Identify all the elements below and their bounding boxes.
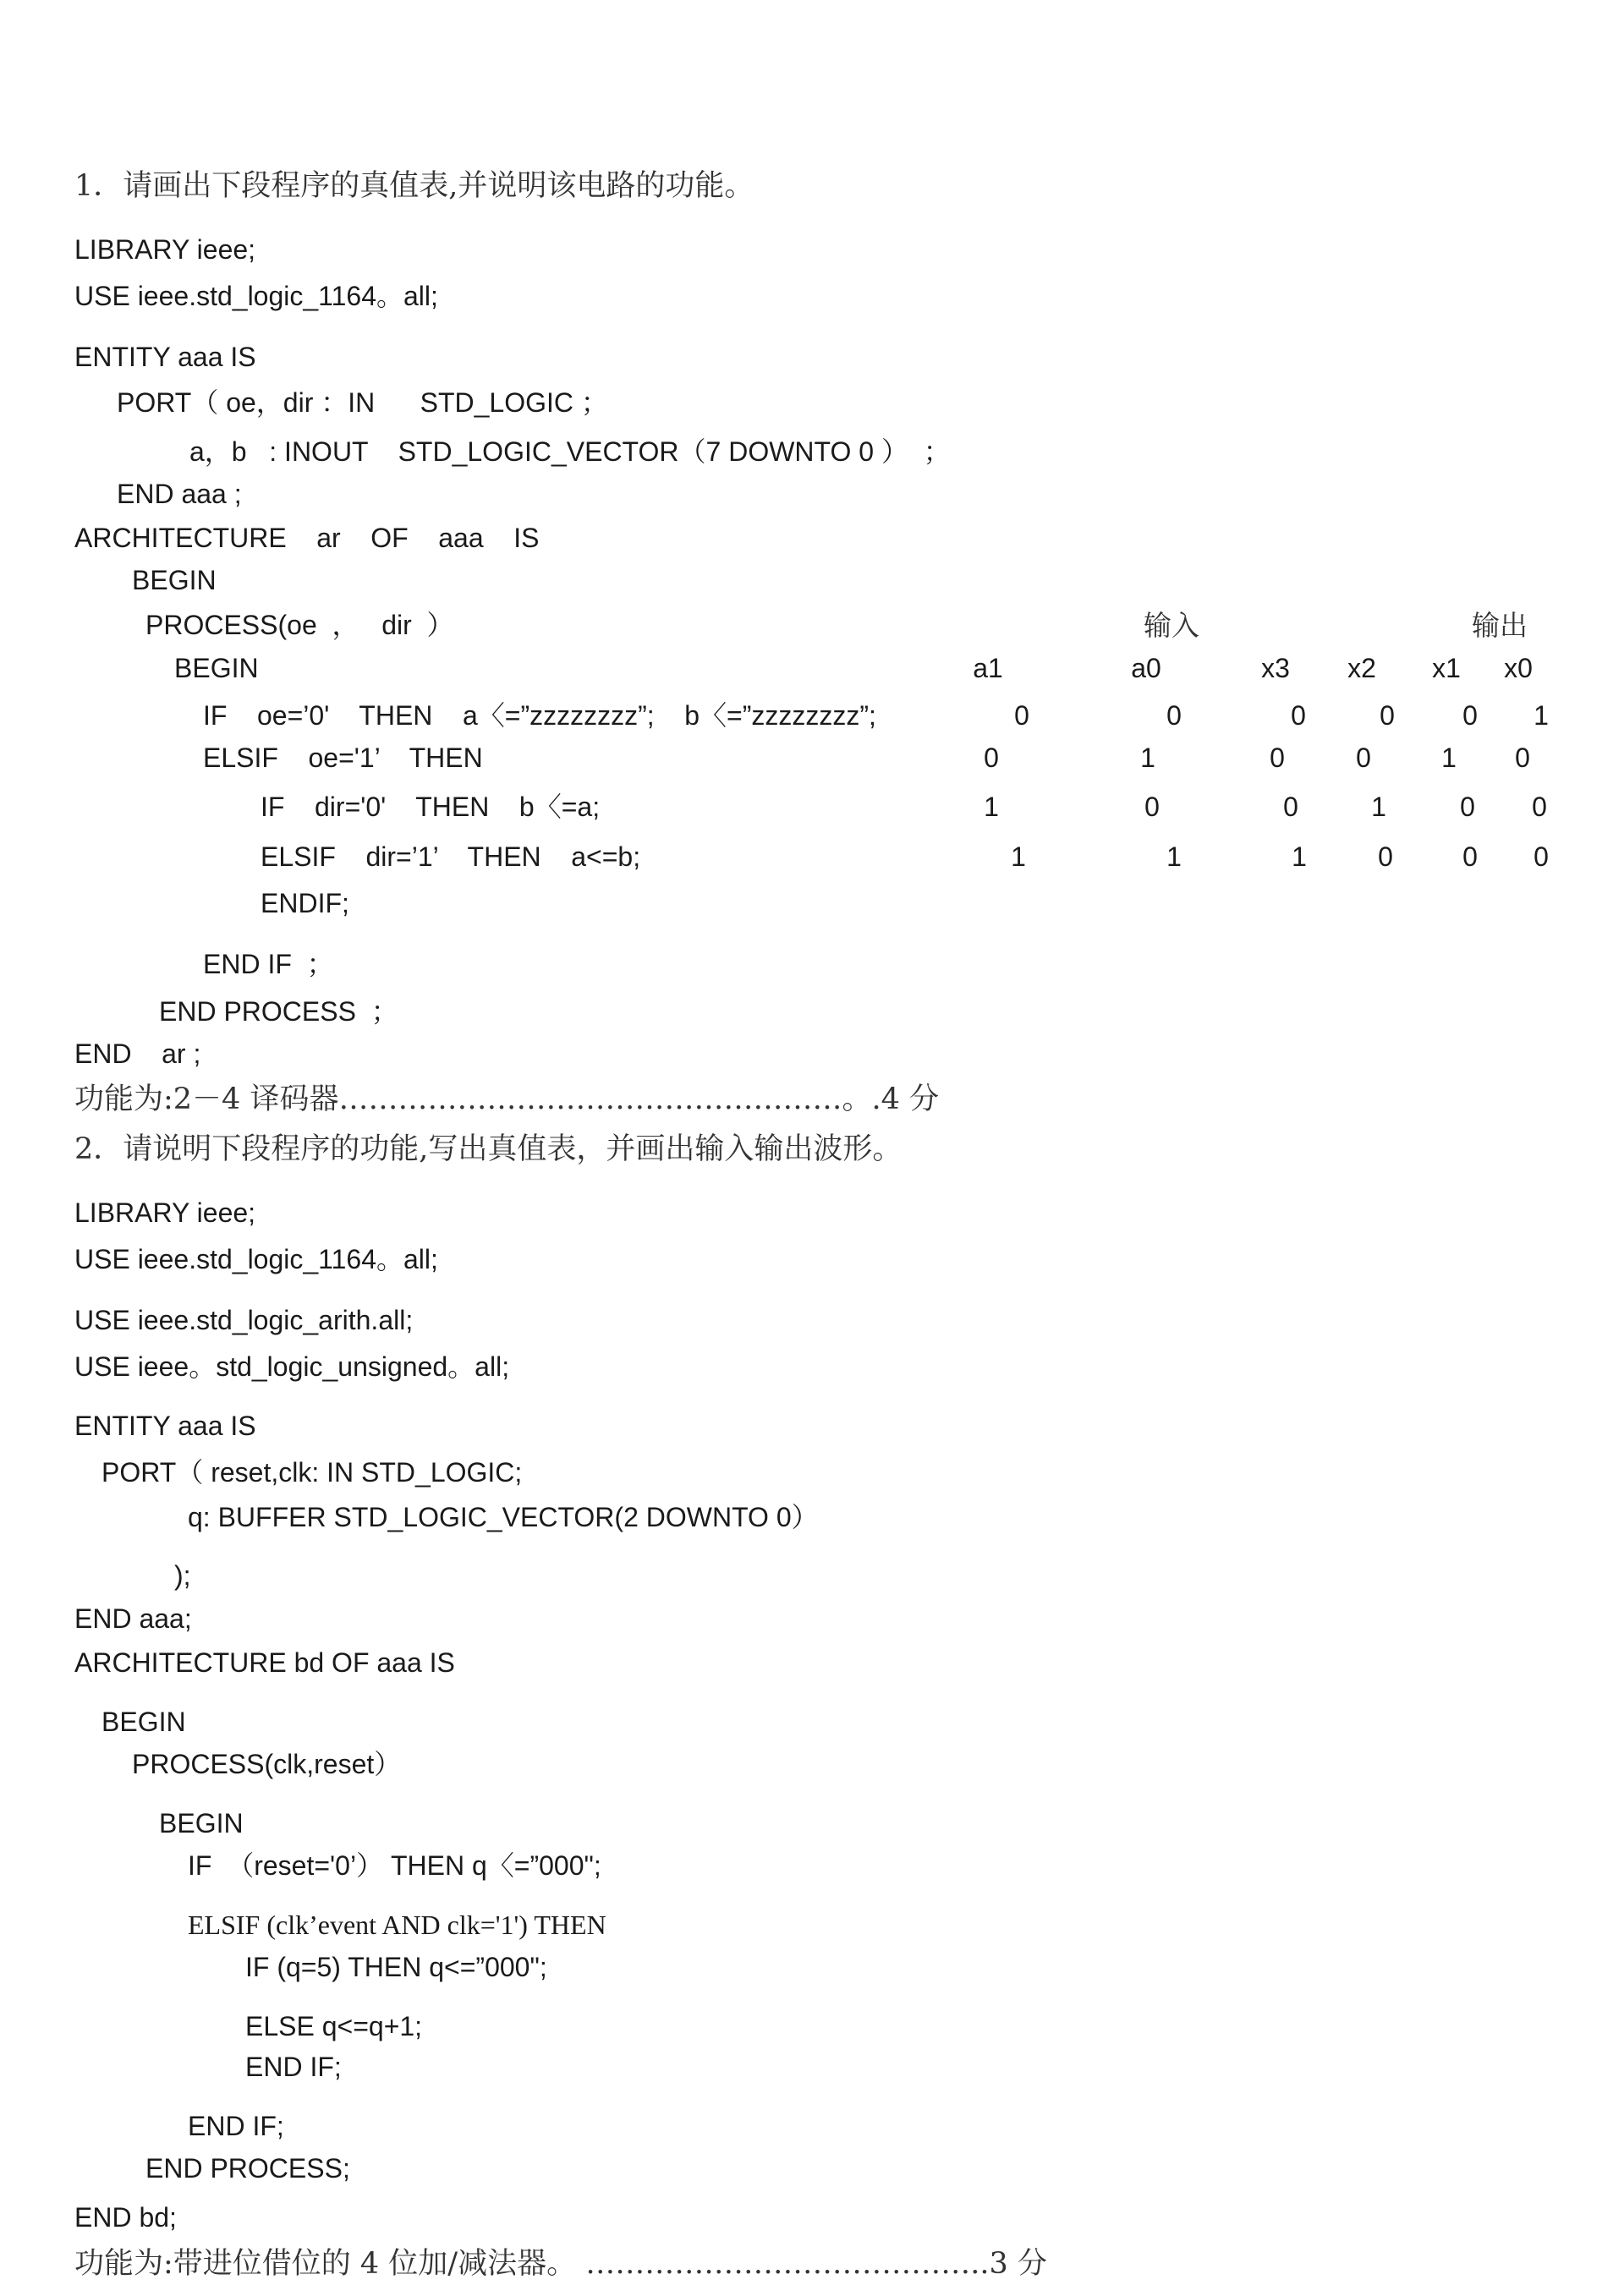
question-1-answer: 功能为:2－4 译码器……………………………………………。.4 分: [74, 1082, 939, 1116]
table-cell: 1: [1292, 841, 1307, 872]
table-header: x2: [1347, 653, 1376, 683]
code-line: ENTITY aaa IS: [74, 1411, 256, 1441]
table-cell: 1: [1533, 700, 1549, 731]
table-cell: 0: [1515, 743, 1530, 773]
code-line: ELSE q<=q+1;: [245, 2011, 423, 2041]
code-line: ENDIF;: [261, 888, 349, 918]
code-line: ELSIF oe='1’ THEN: [203, 743, 483, 773]
table-cell: 1: [1441, 743, 1457, 773]
code-line: ELSIF (clk’event AND clk='1') THEN: [188, 1910, 606, 1940]
code-line: END aaa;: [74, 1603, 192, 1634]
code-line: USE ieee.std_logic_1164。all;: [74, 281, 438, 311]
table-cell: 0: [1533, 841, 1549, 872]
table-cell: 0: [1378, 841, 1393, 872]
table-cell: 0: [1166, 700, 1182, 731]
code-line: PROCESS(oe ， dir ）: [145, 610, 454, 640]
code-line: IF oe=’0' THEN a〈=”zzzzzzzz”; b〈=”zzzzzzzz”;: [203, 700, 876, 731]
table-cell: 0: [984, 743, 999, 773]
table-cell: 0: [1291, 700, 1306, 731]
table-header: x0: [1504, 653, 1533, 683]
code-line: BEGIN: [102, 1707, 186, 1737]
code-line: BEGIN: [174, 653, 259, 683]
table-cell: 1: [1371, 792, 1386, 822]
code-line: BEGIN: [132, 565, 217, 595]
code-line: IF （reset='0’） THEN q〈=”000";: [188, 1850, 601, 1881]
code-line: END bd;: [74, 2202, 177, 2233]
table-header: a1: [973, 653, 1003, 683]
code-line: ELSIF dir=’1’ THEN a<=b;: [261, 841, 641, 872]
code-line: USE ieee.std_logic_1164。all;: [74, 1244, 438, 1274]
code-line: USE ieee。std_logic_unsigned。all;: [74, 1351, 510, 1382]
table-cell: 0: [1462, 841, 1478, 872]
code-line: IF (q=5) THEN q<=”000";: [245, 1952, 547, 1982]
table-cell: 0: [1270, 743, 1285, 773]
question-1-title: 1．请画出下段程序的真值表,并说明该电路的功能。: [74, 169, 754, 203]
code-line: USE ieee.std_logic_arith.all;: [74, 1305, 414, 1335]
table-cell: 1: [984, 792, 999, 822]
code-line: ARCHITECTURE ar OF aaa IS: [74, 523, 540, 553]
table-cell: 0: [1014, 700, 1029, 731]
table-header: a0: [1131, 653, 1161, 683]
code-line: );: [174, 1560, 191, 1591]
code-line: a，b : INOUT STD_LOGIC_VECTOR（7 DOWNTO 0 ） ；: [189, 436, 951, 467]
code-line: END IF;: [245, 2052, 342, 2082]
code-line: END IF ；: [203, 949, 334, 979]
table-cell: 0: [1380, 700, 1395, 731]
table-cell: 0: [1462, 700, 1478, 731]
code-line: END aaa ;: [117, 479, 242, 509]
table-cell: 0: [1356, 743, 1371, 773]
code-line: q: BUFFER STD_LOGIC_VECTOR(2 DOWNTO 0）: [188, 1502, 819, 1532]
question-2-answer: 功能为:带进位借位的 4 位加/减法器。 …………………………………..3 分: [74, 2247, 1047, 2281]
code-line: LIBRARY ieee;: [74, 1197, 256, 1228]
table-cell: 0: [1532, 792, 1547, 822]
table-header: x3: [1261, 653, 1290, 683]
code-line: END ar ;: [74, 1038, 201, 1069]
code-line: PORT（ oe，dir ：IN STD_LOGIC ；: [117, 387, 608, 418]
table-cell: 1: [1166, 841, 1182, 872]
table-cell: 0: [1144, 792, 1160, 822]
code-line: ARCHITECTURE bd OF aaa IS: [74, 1647, 455, 1678]
code-line: END IF;: [188, 2111, 284, 2141]
code-line: PROCESS(clk,reset）: [132, 1749, 402, 1779]
table-cell: 1: [1011, 841, 1026, 872]
code-line: END PROCESS;: [145, 2153, 350, 2184]
code-line: ENTITY aaa IS: [74, 342, 256, 372]
code-line: IF dir='0' THEN b〈=a;: [261, 792, 601, 822]
code-line: BEGIN: [159, 1808, 244, 1838]
code-line: LIBRARY ieee;: [74, 234, 256, 265]
code-line: END PROCESS ；: [159, 996, 398, 1027]
question-2-title: 2．请说明下段程序的功能,写出真值表，并画出输入输出波形。: [74, 1132, 903, 1166]
table-cell: 0: [1460, 792, 1475, 822]
table-input-label: 输入: [1144, 609, 1199, 642]
table-cell: 0: [1283, 792, 1298, 822]
table-cell: 1: [1140, 743, 1155, 773]
code-line: PORT（ reset,clk: IN STD_LOGIC;: [102, 1457, 523, 1488]
table-header: x1: [1432, 653, 1461, 683]
table-output-label: 输出: [1472, 609, 1528, 642]
